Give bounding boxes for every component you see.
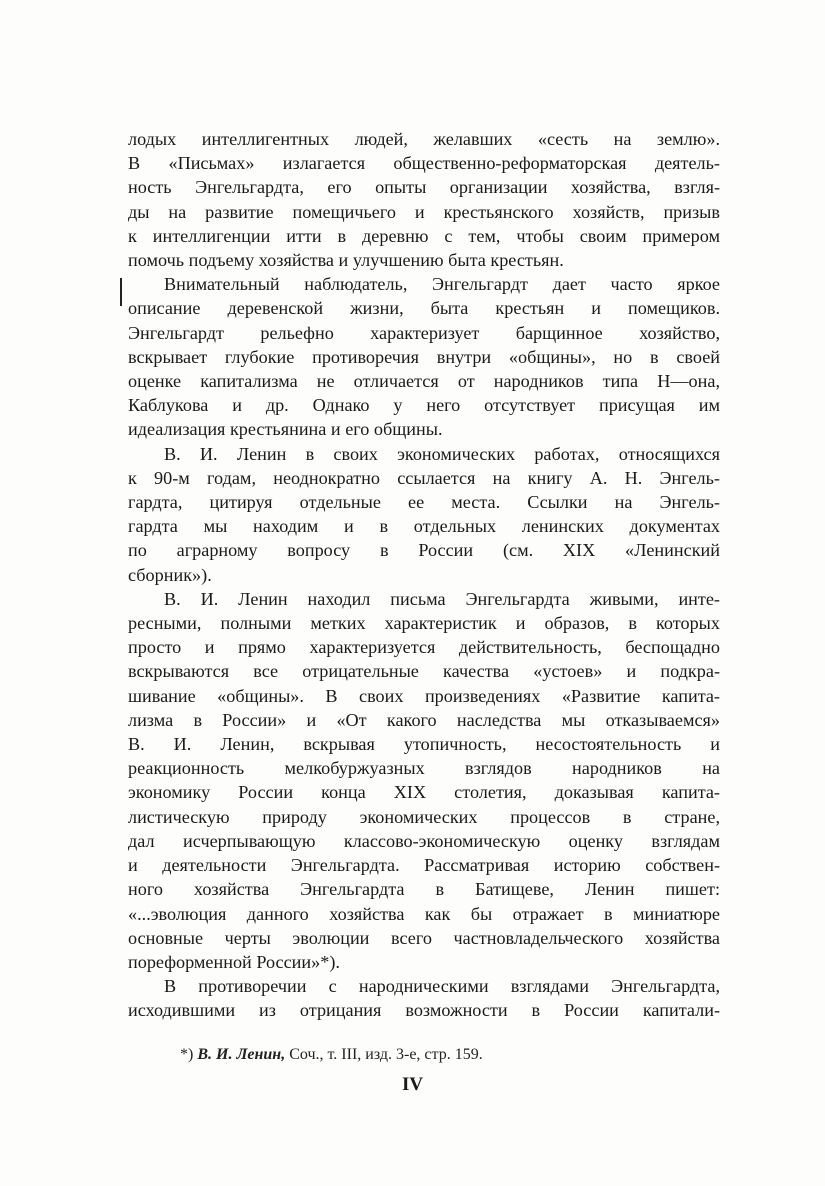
footnote-reference: Соч., т. III, изд. 3-е, стр. 159.: [289, 1046, 483, 1063]
paragraph-1: [128, 127, 720, 272]
text-line: описание деревенской жизни, быта крестьян и помещиков.: [128, 298, 720, 319]
text-line: ды на развитие помещичьего и крестьянского хозяйств, призыв: [128, 201, 720, 222]
footnote-author: В. И. Ленин,: [197, 1046, 286, 1063]
text-line: вскрывает глубокие противоречия внутри «общины», но в своей: [128, 346, 720, 367]
text-line: вскрываются все отрицательные качества «устоев» и подкра-: [128, 661, 720, 682]
footnote-marker: *): [180, 1046, 194, 1063]
text-line: «...эволюция данного хозяйства как бы отражает в миниатюре: [128, 903, 720, 924]
footnote: [180, 1046, 483, 1064]
text-line: В «Письмах» излагается общественно-реформаторская деятель-: [128, 153, 720, 174]
text-line: ного хозяйства Энгельгардта в Батищеве, Ленин пишет:: [128, 879, 720, 900]
text-line: просто и прямо характеризуется действительность, беспощадно: [128, 637, 720, 658]
text-line: реакционность мелкобуржуазных взглядов народников на: [128, 758, 720, 779]
text-line: идеализация крестьянина и его общины.: [128, 419, 443, 440]
text-line: В противоречии с народническими взглядами Энгельгардта,: [164, 976, 720, 997]
text-line: лизма в России» и «От какого наследства мы отказываемся»: [128, 709, 720, 730]
text-line: к 90-м годам, неоднократно ссылается на книгу А. Н. Энгель-: [128, 467, 720, 488]
text-line: основные черты эволюции всего частновладельческого хозяйства: [128, 927, 720, 948]
text-line: к интеллигенции итти в деревню с тем, чтобы своим примером: [128, 225, 720, 246]
text-line: сборник»).: [128, 564, 212, 585]
text-line: В. И. Ленин в своих экономических работах, относящихся: [164, 443, 720, 464]
text-line: шивание «общины». В своих произведениях «Развитие капита-: [128, 685, 720, 706]
text-line: гардта, цитируя отдельные ее места. Ссылки на Энгель-: [128, 492, 720, 513]
paragraph-2: [128, 272, 720, 441]
page-number: IV: [401, 1074, 424, 1095]
text-line: по аграрному вопросу в России (см. XIX «Ленинский: [128, 540, 720, 561]
paragraph-5: [128, 974, 720, 1022]
text-line: лодых интеллигентных людей, желавших «сесть на землю».: [128, 129, 720, 149]
text-line: экономику России конца XIX столетия, доказывая капита-: [128, 782, 720, 803]
text-line: Внимательный наблюдатель, Энгельгардт дает часто яркое: [164, 274, 720, 295]
text-line: пореформенной России»*).: [128, 951, 340, 972]
text-line: дал исчерпывающую классово-экономическую оценку взглядам: [128, 830, 720, 851]
text-line: ресными, полными метких характеристик и образов, в которых: [128, 613, 720, 634]
text-line: Каблукова и др. Однако у него отсутствует присущая им: [128, 395, 720, 416]
text-line: ность Энгельгардта, его опыты организации хозяйства, взгля-: [128, 177, 720, 198]
text-line: гардта мы находим и в отдельных ленинских документах: [128, 516, 720, 537]
margin-mark: [120, 278, 122, 306]
text-line: В. И. Ленин, вскрывая утопичность, несостоятельность и: [128, 734, 720, 755]
text-line: помочь подъему хозяйства и улучшению быта крестьян.: [128, 250, 564, 271]
text-line: Энгельгардт рельефно характеризует барщинное хозяйство,: [128, 322, 720, 343]
text-line: и деятельности Энгельгардта. Рассматривая историю собствен-: [128, 855, 720, 876]
paragraph-4: [128, 587, 720, 974]
paragraph-3: [128, 442, 720, 587]
text-line: В. И. Ленин находил письма Энгельгардта живыми, инте-: [164, 588, 720, 609]
text-line: листическую природу экономических процессов в стране,: [128, 806, 720, 827]
body-text: [128, 127, 720, 1023]
text-line: исходившими из отрицания возможности в России капитали-: [128, 1000, 720, 1021]
text-line: оценке капитализма не отличается от народников типа Н—она,: [128, 371, 720, 392]
